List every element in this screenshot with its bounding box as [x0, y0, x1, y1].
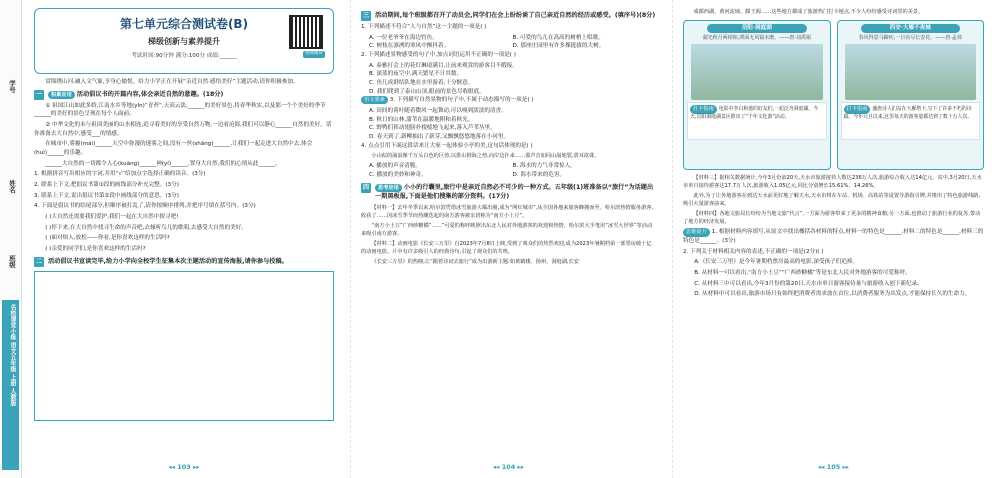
choice-option[interactable]: D. 我们爬到了泰山山顶,眼前的景色尽收眼底。 — [369, 88, 485, 95]
card-note: 打卡指南 盛唐诗人们站在大雁塔下,写下了许多不朽的诗篇。今年元旦以来,这里每天的游客量都达到了数十万人次。 — [841, 102, 981, 140]
page-105 — [672, 0, 994, 478]
choice-option[interactable]: D. 从材料中可以看出,旅游市场只有始终把消费者需求放在首位,以消费者服务为出发点,才能保持长久的生命力。 — [694, 291, 971, 298]
page-number: ◂◂ 105 ▸▸ — [817, 462, 850, 471]
section-tag: 积累应用 — [48, 91, 75, 99]
section-number: 四 — [362, 183, 369, 191]
material-3-cont: 此外,为了让外地游客在到达天水前更好地了解天水,天水市将在车站、机场、高铁站等设置导游指引牌,并推出了特色旅游线路,吸引大量游客前来。 — [683, 193, 981, 208]
choice-option[interactable]: B. 秋日的山林,蒲苇在温暖地附和着秋光。 — [369, 116, 474, 123]
material-intro: 成都西湖、黄河流域、滕王阁……这些地方都成了旅游热门打卡地点,不少人纷纷感受诗词里的美景。 — [693, 9, 924, 15]
student-name-label: 姓名 — [8, 180, 16, 193]
choice-option[interactable]: D. 海水带来的危害。 — [512, 171, 566, 178]
section-2-heading: 二 活动倡议书宣读完毕,给力小学向全校学生征集本次主题活动的宣传海报,请你参与投稿。 — [35, 257, 288, 265]
question-1: 1. 根据拼音写出相应的字词,并用“√”给加点字选择正确的读音。(3分) — [34, 171, 206, 178]
landscape-photo — [691, 44, 823, 100]
choice-option[interactable]: D. 那座庄园里有许多棵挺拔的大树。 — [512, 43, 605, 50]
choice-option[interactable]: A. 播放的声音清脆。 — [369, 163, 422, 170]
checkin-card-yueyang — [683, 20, 831, 170]
section-number: 一 — [35, 90, 42, 98]
choice-options — [361, 107, 656, 142]
question-2: 2. 联系上下文,把倡议书第①段的画线部分补充完整。(3分) — [34, 181, 179, 188]
passage-line: ① 祖国江山如此多娇,江南水乡等地(yǐn)“青苔”,天高云淡,______的美好景色,将春华秋实,以及那一个个美好的季节______的美好的景色呈现在每个人面前。 — [34, 102, 326, 118]
choice-option[interactable]: B. 深蓝的夜空中,满天繁星不计其数。 — [369, 71, 463, 78]
checkin-cards — [683, 20, 984, 170]
intro-text: 赏锦绣山河,融入文气象,享身心愉悦。给力小学正在开展“亲近自然·感悟美好”主题活动,请你积极参加。 — [45, 79, 299, 85]
quote-text: 小山似的涌浪像千万头白色的巨兽,以排山倒海之势,向岸边扑来……那声音如同山崩地裂,震耳欲聋。 — [371, 153, 600, 160]
qr-label: 视频精讲 — [305, 51, 323, 56]
question-2: 2. 下列关于材料相关内容的表述,不正确的一项是(2分)( ) — [683, 248, 824, 255]
order-item[interactable]: ( )停下来,在大自然中找寻生命的声音吧,去倾听鸟儿的歌唱,去感受大自然的美好。 — [45, 224, 247, 231]
section-number: 三 — [362, 12, 369, 19]
choice-option[interactable]: A. 泰雅打会上的花灯琳琅满目,让前来观赏的游客目不暇接。 — [369, 62, 518, 69]
choice-option[interactable]: A. 田间的荷叶随着微风一起舞动,可以嗅到淡淡的清香。 — [369, 107, 507, 114]
question-3: 3. 联系上下文,说出倡议书第②段中画线部分的意思。(3分) — [34, 192, 179, 199]
test-title-box — [34, 8, 334, 74]
choice-options — [361, 62, 656, 97]
material-2-cont: 《长安三万里》的热映,让“跟着诗词去旅行”成为出游新主题:如黄鹤楼、扬州、洞庭湖,长安 — [371, 259, 579, 266]
card-poem: 春风得意马蹄疾,一日看尽长安花。——唐·孟郊 — [858, 34, 962, 41]
section-tag: 思维提升 — [683, 228, 710, 236]
choice-options — [361, 34, 656, 51]
question-1: 1. 下列描述不符合“人与自然”这一主题的一项是( ) — [361, 24, 487, 30]
section-4-heading: 四 思考应用 小小的行囊里,旅行中是亲近自然必不可少的一种方式。五年级(1)班准备以“旅行”为话题出一期黑板报,下面是他们搜集的部分资料。(17分) — [362, 183, 654, 201]
test-title: 第七单元综合测试卷(B) — [119, 17, 249, 31]
order-item[interactable]: ( )亲爱的同学们,是你喜欢这样的生活吗? — [45, 245, 146, 252]
choice-option[interactable]: B. 从材料一可以看出,“南方小土豆”“广西砂糖橘”等是东北人民对外地游客的可爱称呼。 — [694, 270, 911, 277]
page-number: ◂◂ 103 ▸▸ — [168, 462, 200, 471]
order-item[interactable]: ( )大自然还需要我们爱护,我们一起在大自然中探寻吧! — [45, 213, 179, 220]
test-meta: 考试时间:90分钟 满分:100分 成绩:______ — [131, 52, 237, 59]
card-note: 打卡指南 电影中李白和他的好友们,一起泛舟洞庭湖。今天,岳阳洞庭湖景区推出了“千年文化游”活动。 — [687, 102, 827, 140]
page-104 — [350, 0, 666, 478]
qr-code-icon[interactable] — [289, 15, 323, 49]
choice-option[interactable]: B. 海水的力气非常惊人。 — [512, 163, 576, 170]
choice-option[interactable]: D. 春天到了,新柳抽出了新芽,又飘飘悠悠地落在小河里。 — [369, 133, 510, 140]
choice-option[interactable]: A. 一位老爷爷在海边钓鱼。 — [369, 34, 438, 41]
choice-option[interactable]: B. 可爱的鸟儿在高高的树梢上唱歌。 — [512, 34, 604, 41]
section-3-heading: 三 活动期间,每个班级都召开了动员会,同学们在会上纷纷谈了自己亲近自然的经历或感受。(填序号)(8分) — [362, 12, 656, 19]
material-1-cont: “南方小土豆”广西砂糖橘“……”可爱的称呼映照出东北人民对外地游客的欢迎和热情。哈尔滨大手笔用“冰雪大世界”等活动来吸引南方游客。 — [361, 222, 653, 237]
test-subtitle: 梯级创新与素养提升 — [148, 36, 220, 46]
checkin-card-xian — [837, 20, 985, 170]
section-number: 二 — [35, 257, 42, 265]
choice-option[interactable]: C. 播放的美妙和神奇。 — [369, 171, 427, 178]
material-2: 【材料二】动画电影《长安三万里》自2023年7月8日上映,受到了观众们的热烈欢迎,成为2023年暑期档第一部票房破十亿的动画电影。片中有许多吸引人的经典诗句,引起了观众们的共鸣。 — [361, 241, 652, 256]
class-label: 班级 — [8, 255, 16, 268]
page-103 — [24, 0, 344, 478]
card-poem: 湖光秋月两相和,潭面无风镜未磨。——唐·刘禹锡 — [702, 34, 811, 41]
material-1: 【材料一】去年冬季以来,哈尔滨凭借冰雪旅游大爆出圈,成为“网红城市”,从全国各地来旅客蜂拥而至。哈尔滨热情服务游客,收获了……因冰雪季节而热潮迭起的南方游客被亲切称为“南方小土豆”。 — [361, 204, 654, 219]
book-series-band: 名校课堂小练 语文五年级 上册 人教版 — [2, 300, 19, 470]
section-1-heading: 一 积累应用 活动倡议书的开篇内容,体会亲近自然的意趣。(18分) — [35, 90, 224, 98]
question-4: 4. 下面是倡议书的结尾部分,但顺序被打乱了,请你按顺序排列,并把序号填在括号内。(3分) — [34, 203, 256, 210]
page-number: ◂◂ 104 ▸▸ — [492, 462, 525, 471]
passage-line: 在城市中,雾霾(mái)______天空中弥漫的迷雾之间,没有一丝(shāng)______,让我们一起走进大自然中去,体会(huì)______的乐趣。 — [34, 141, 313, 156]
card-title: 西安·大雁不夜城 — [861, 24, 961, 33]
question-4: 4. 点点引用下面这段话来让大家一起体验小亭的美,这句话体现的是( ) — [361, 142, 533, 149]
landscape-photo — [845, 44, 977, 100]
passage-line: ______大自然的一切都令人心(kuàng)______神(yí)______,置身大自然,我们的心情从此______。 — [45, 160, 281, 167]
material-3: 【材料三】据相关数据统计,今年3月份前20天,天水市旅游接待人数达236万人次,旅游综合收入达14亿元。其中,3月20日,天水市单日接待游客达17.7万人次,旅游收入1.05亿元,同比分别增长15.61%、14.26%。 — [683, 175, 982, 190]
choice-option[interactable]: A.《长安三万里》是今年暑期档票房最高的电影,深受孩子们追捧。 — [694, 259, 859, 266]
choice-options — [361, 162, 656, 179]
section-tag: 语文要素 — [361, 96, 388, 104]
question-2: 2. 下列描述景物感受的句子中,加点词语运用不正确的一项是( ) — [361, 51, 516, 58]
binding-margin — [0, 0, 22, 478]
section-tag: 思考应用 — [375, 184, 402, 192]
choice-option[interactable]: C. 树枝在凛冽的寒风中颤抖着。 — [369, 43, 450, 50]
poster-answer-box[interactable] — [34, 271, 334, 421]
student-number-label: 学号 — [8, 80, 16, 93]
choice-option[interactable]: C. 野鸭们挥动翅膀扑棱棱地飞起来,落入芦苇丛里。 — [369, 125, 496, 132]
card-title: 岳阳·洞庭湖 — [707, 24, 807, 33]
material-4: 【材料四】各地文旅局长纷纷为当地文旅“代言”,一方面为游客带来了更多的精神食粮;另一方面,也推动了旅游行业的复苏,带动了地方的经济发展。 — [683, 211, 981, 226]
order-item[interactable]: ( )面对烦人,放松——你看,是你喜欢这样的生活吗? — [45, 235, 170, 242]
choice-option[interactable]: C. 从材料三中可以看出,今年3月份的第20日,天水市单日游客接待量与旅游收入创下新纪录。 — [694, 280, 923, 287]
question-3: 语文要素 3. 下列描写自然景物的句子中,不属于动态描写的一项是( ) — [361, 96, 656, 105]
choice-option[interactable]: C. 鱼儿成群结队地在水里游着,十分惬意。 — [369, 79, 474, 86]
question-1: 思维提升 1. 根据材料内容填写,从原文中找出概括各材料的特点,材料一的特色是______,材料二的特色是______,材料三的特色是______。(3分) — [683, 229, 984, 245]
passage-line: ② 中华文化的未与祖国美丽的山水相连,追寻着美好的享受自然万物,一边看沧海,我们可以静心______自然的美好。请你准备去大自然中,感受___的情感。 — [34, 121, 332, 137]
